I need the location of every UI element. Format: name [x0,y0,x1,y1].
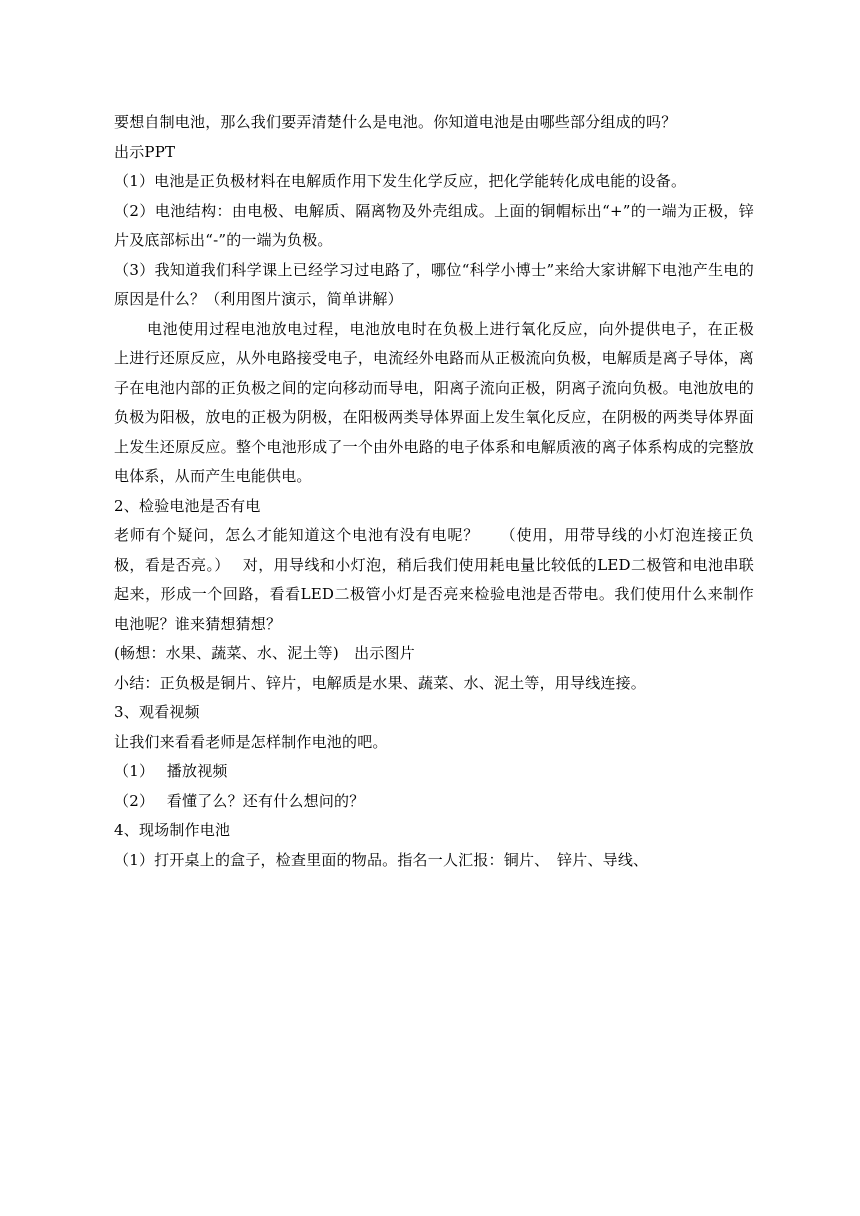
paragraph-watch-intro: 让我们来看看老师是怎样制作电池的吧。 [114,732,388,751]
paragraph-point-2: （2）电池结构：由电极、电解质、隔离物及外壳组成。上面的铜帽标出“+”的一端为正极，锌片及底部标出“-”的一端为负极。 [114,201,754,249]
paragraph-discharge-explanation: 电池使用过程电池放电过程，电池放电时在负极上进行氧化反应，向外提供电子，在正极上进行还原反应，从外电路接受电子，电流经外电路而从正极流向负极，电解质是离子导体，离子在电池内部的正负极之间的定向移动而导电，阳离子流向正极，阴离子流向负极。电池放电的负极为阳极，放电的正极为阴极，在阳极两类导体界面上发生氧化反应，在阴极的两类导体界面上发生还原反应。整个电池形成了一个由外电路的电子体系和电解质液的离子体系构成的完整放电体系，从而产生电能供电。 [114,319,754,485]
document-body [114,108,754,875]
paragraph-summary: 小结：正负极是铜片、锌片，电解质是水果、蔬菜、水、泥土等，用导线连接。 [114,673,647,692]
section-heading-4: 4、现场制作电池 [114,821,231,839]
paragraph-show-ppt: 出示PPT [114,142,176,161]
paragraph-open-box: （1）打开桌上的盒子，检查里面的物品。指名一人汇报：铜片、 锌片、导线、 [114,850,649,869]
paragraph-step-questions: （2） 看懂了么？还有什么想问的？ [114,791,365,810]
section-heading-2: 2、检验电池是否有电 [114,496,261,515]
paragraph-step-play-video: （1） 播放视频 [114,762,228,780]
paragraph-intro-question: 要想自制电池，那么我们要弄清楚什么是电池。你知道电池是由哪些部分组成的吗？ [114,113,677,131]
paragraph-test-battery: 老师有个疑问，怎么才能知道这个电池有没有电呢？ （使用，用带导线的小灯泡连接正负极，看是否亮。） 对，用导线和小灯泡，稍后我们使用耗电量比较低的LED二极管和电池串联起来，形成一个回路，看看LED二极管小灯是否亮来检验电池是否带电。我们使用什么来制作电池呢？谁来猜想猜想？ [114,526,754,633]
paragraph-point-3: （3）我知道我们科学课上已经学习过电路了，哪位“科学小博士”来给大家讲解下电池产生电的原因是什么？（利用图片演示，简单讲解） [114,260,754,308]
section-heading-3: 3、观看视频 [114,703,200,721]
paragraph-brainstorm: (畅想：水果、蔬菜、水、泥土等) 出示图片 [114,644,415,662]
paragraph-point-1: （1）电池是正负极材料在电解质作用下发生化学反应，把化学能转化成电能的设备。 [114,172,687,190]
